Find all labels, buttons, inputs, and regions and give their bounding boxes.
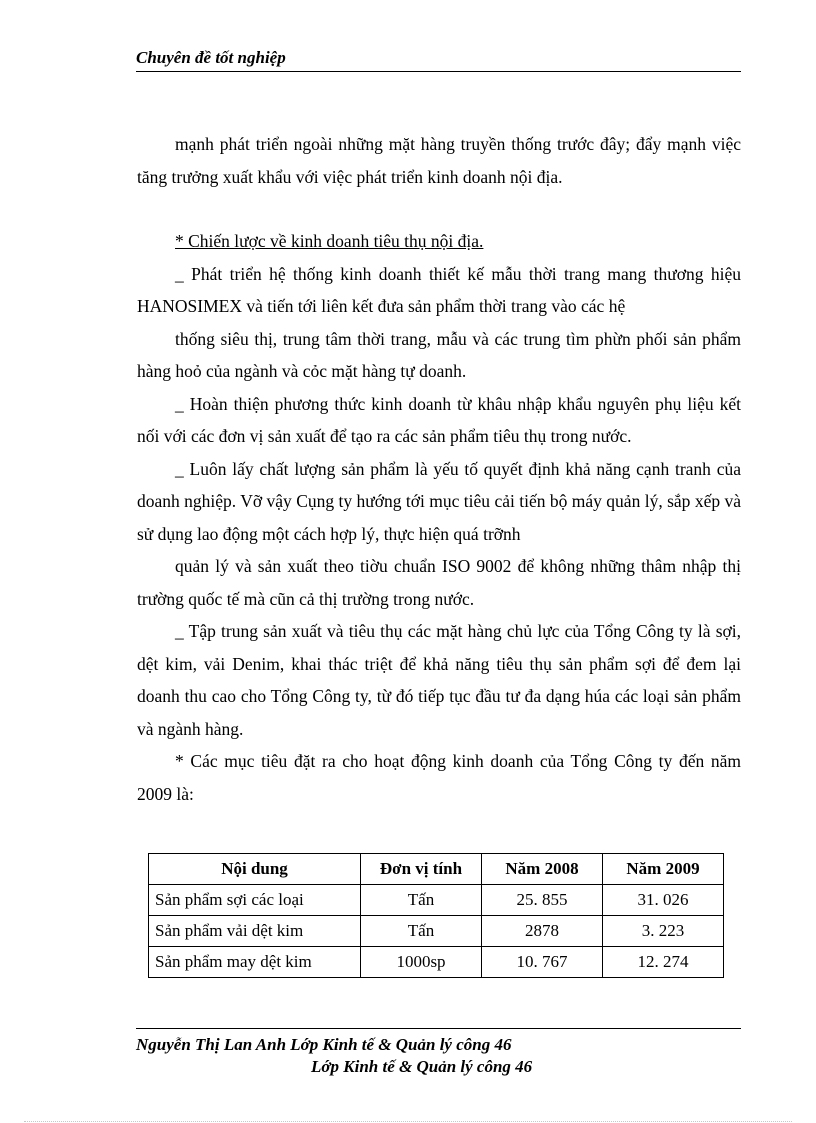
table-cell: 12. 274 xyxy=(603,947,724,978)
table-cell: 31. 026 xyxy=(603,885,724,916)
table-cell: 1000sp xyxy=(361,947,482,978)
paragraph: thống siêu thị, trung tâm thời trang, mẫu và các trung tìm phừn phối sản phẩm hàng hoỏ của ngành và cỏc mặt hàng tự doanh. xyxy=(137,328,741,381)
table-row xyxy=(149,947,724,978)
page-footer xyxy=(136,1028,741,1078)
table-cell: 10. 767 xyxy=(482,947,603,978)
table-cell: Sản phẩm vải dệt kim xyxy=(149,916,361,947)
paragraph: quản lý và sản xuất theo tiờu chuẩn ISO 9002 để không những thâm nhập thị trường quốc tế mà cũn cả thị trường trong nước. xyxy=(137,556,741,609)
spacer xyxy=(137,193,741,225)
table-cell: Tấn xyxy=(361,885,482,916)
footer-author-line: Nguyễn Thị Lan Anh Lớp Kinh tế & Quản lý công 46 xyxy=(136,1035,512,1054)
table-header-cell: Nội dung xyxy=(149,854,361,885)
page-header-title: Chuyên đề tốt nghiệp xyxy=(136,48,741,72)
footer-class-line: Lớp Kinh tế & Quản lý công 46 xyxy=(311,1057,533,1076)
paragraph: _ Tập trung sản xuất và tiêu thụ các mặt hàng chủ lực của Tổng Công ty là sợi, dệt kim, vải Denim, khai thác triệt để khả năng tiêu thụ sản phẩm sợi để đem lại doanh thu cao cho Tổng Công ty, từ đó tiếp tục đầu tư đa dạng húa các loại sản phẩm và ngành hàng. xyxy=(137,621,741,739)
table-cell: Sản phẩm sợi các loại xyxy=(149,885,361,916)
paragraph: _ Hoàn thiện phương thức kinh doanh từ khâu nhập khẩu nguyên phụ liệu kết nối với các đơn vị sản xuất để tạo ra các sản phẩm tiêu thụ trong nước. xyxy=(137,393,741,446)
table-row xyxy=(149,885,724,916)
paragraph: mạnh phát triển ngoài những mặt hàng truyền thống trước đây; đẩy mạnh việc tăng trưởng xuất khẩu với việc phát triển kinh doanh nội địa. xyxy=(137,134,741,187)
targets-table xyxy=(148,853,724,978)
table-cell: Sản phẩm may dệt kim xyxy=(149,947,361,978)
table-header-cell: Năm 2009 xyxy=(603,854,724,885)
table-row xyxy=(149,916,724,947)
table-header-row xyxy=(149,854,724,885)
section-heading xyxy=(137,225,741,258)
table-cell: Tấn xyxy=(361,916,482,947)
document-body xyxy=(137,128,741,810)
table-cell: 25. 855 xyxy=(482,885,603,916)
paragraph: _ Phát triển hệ thống kinh doanh thiết kế mẫu thời trang mang thương hiệu HANOSIMEX và tiến tới liên kết đưa sản phẩm thời trang vào các hệ xyxy=(137,263,741,316)
table-cell: 2878 xyxy=(482,916,603,947)
table-header-cell: Đơn vị tính xyxy=(361,854,482,885)
paragraph: _ Luôn lấy chất lượng sản phẩm là yếu tố quyết định khả năng cạnh tranh của doanh nghiệp. Vỡ vậy Cụng ty hướng tới mục tiêu cải tiến bộ máy quản lý, sắp xếp và sử dụng lao động một cách hợp lý, thực hiện quá trỡnh xyxy=(137,458,741,544)
section-heading-text: * Chiến lược về kinh doanh tiêu thụ nội địa. xyxy=(175,231,484,251)
paragraph: * Các mục tiêu đặt ra cho hoạt động kinh doanh của Tổng Công ty đến năm 2009 là: xyxy=(137,751,741,804)
page-bottom-divider xyxy=(24,1121,792,1122)
table-cell: 3. 223 xyxy=(603,916,724,947)
table-header-cell: Năm 2008 xyxy=(482,854,603,885)
